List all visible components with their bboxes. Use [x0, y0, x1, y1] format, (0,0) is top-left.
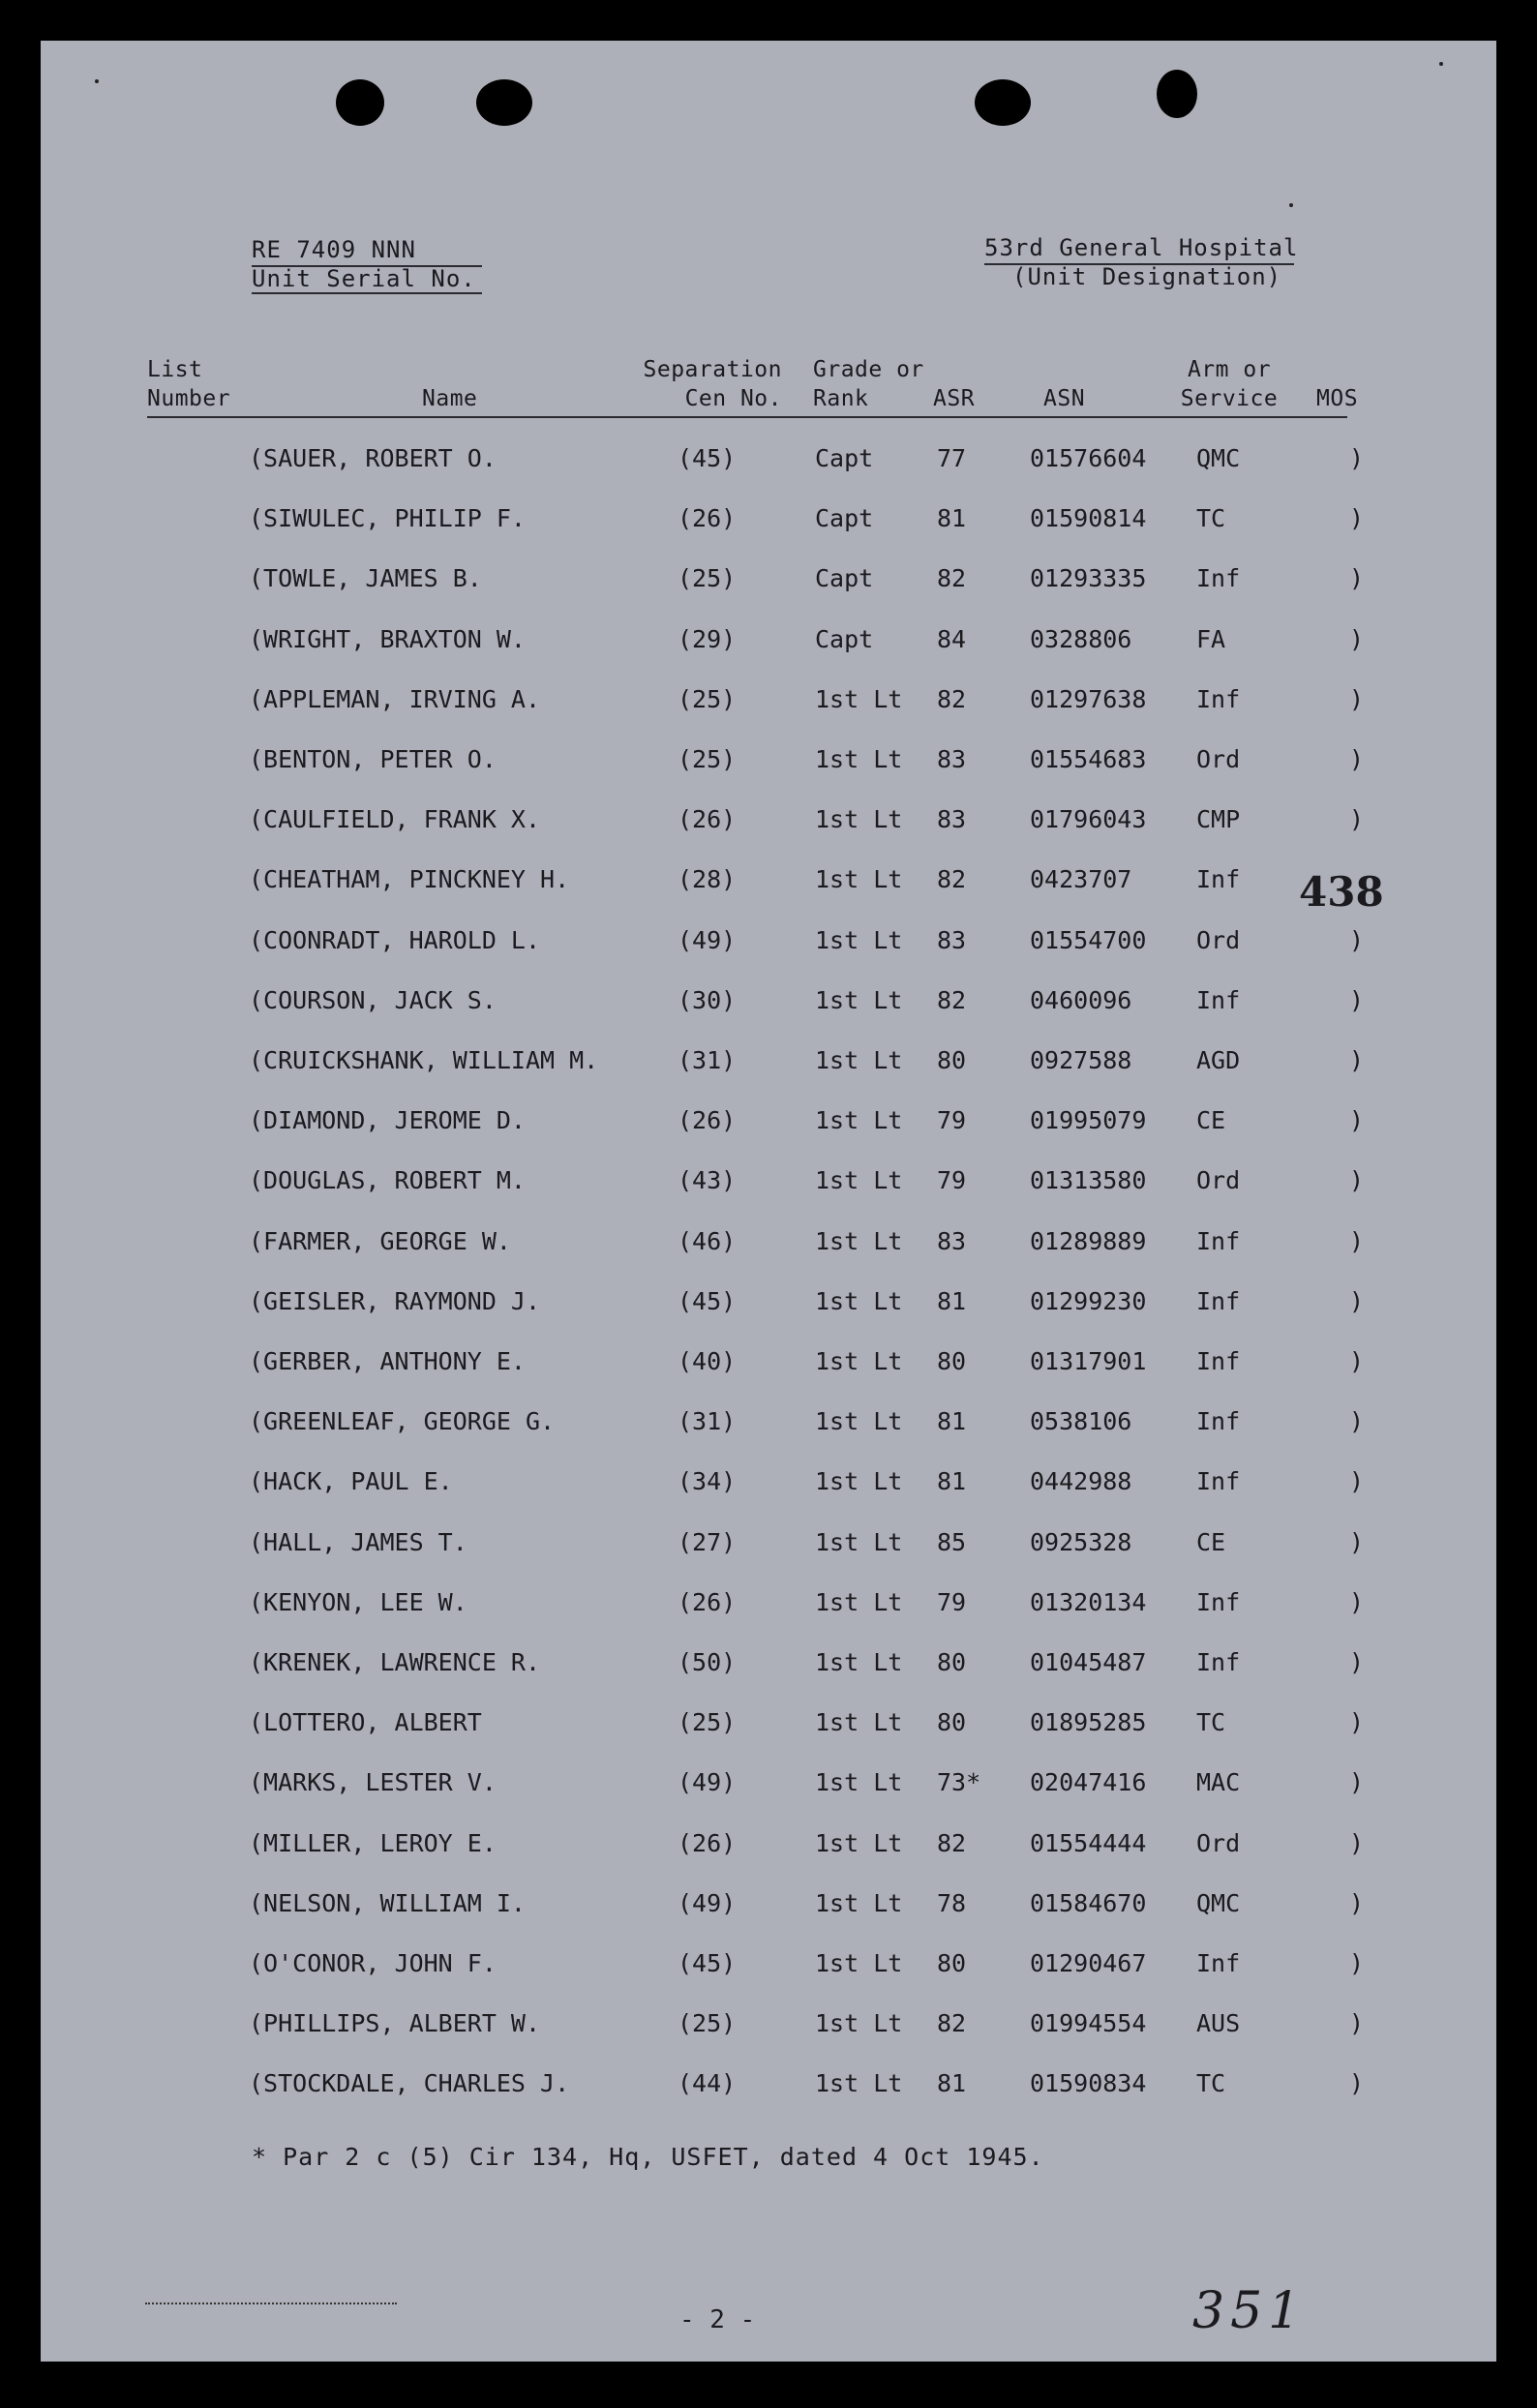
- separation-center: (26): [678, 1828, 737, 1857]
- rule: [252, 292, 482, 294]
- grade: Capt: [815, 444, 874, 472]
- asn-number: 01584670: [1030, 1888, 1147, 1917]
- mos-bracket: ): [1349, 745, 1365, 773]
- asn-number: 0927588: [1030, 1046, 1132, 1074]
- arm-service: CE: [1196, 1527, 1226, 1556]
- table-row: [41, 1824, 1496, 1863]
- grade: 1st Lt: [815, 925, 903, 954]
- asr-score: 82: [937, 985, 967, 1014]
- asn-number: 01297638: [1030, 684, 1147, 713]
- grade: 1st Lt: [815, 1587, 903, 1616]
- asr-score: 81: [937, 1407, 967, 1436]
- person-name: (GREENLEAF, GEORGE G.: [249, 1407, 556, 1436]
- grade: 1st Lt: [815, 1527, 903, 1556]
- arm-service: CE: [1196, 1106, 1226, 1135]
- arm-service: Ord: [1196, 1828, 1241, 1857]
- mos-bracket: ): [1349, 444, 1365, 472]
- person-name: (HACK, PAUL E.: [249, 1467, 453, 1496]
- mos-bracket: ): [1349, 1407, 1365, 1436]
- punch-hole: [476, 79, 532, 126]
- person-name: (CRUICKSHANK, WILLIAM M.: [249, 1046, 599, 1074]
- mos-bracket: ): [1349, 805, 1365, 834]
- asn-number: 01554444: [1030, 1828, 1147, 1857]
- mos-bracket: ): [1349, 1046, 1365, 1074]
- separation-center: (25): [678, 564, 737, 593]
- grade: 1st Lt: [815, 865, 903, 894]
- asr-score: 83: [937, 1226, 967, 1255]
- mos-bracket: ): [1349, 985, 1365, 1014]
- person-name: (CAULFIELD, FRANK X.: [249, 805, 541, 834]
- asr-score: 77: [937, 444, 967, 472]
- col-grade: Grade or Rank: [813, 357, 924, 411]
- mos-bracket: ): [1349, 2069, 1365, 2098]
- asr-score: 83: [937, 925, 967, 954]
- grade: 1st Lt: [815, 1648, 903, 1676]
- asr-score: 82: [937, 865, 967, 894]
- person-name: (FARMER, GEORGE W.: [249, 1226, 511, 1255]
- grade: 1st Lt: [815, 1708, 903, 1737]
- unit-serial-value: RE 7409 NNN: [252, 236, 416, 263]
- asn-number: 0442988: [1030, 1467, 1132, 1496]
- table-row: [41, 1342, 1496, 1381]
- arm-service: Inf: [1196, 865, 1241, 894]
- arm-service: Inf: [1196, 564, 1241, 593]
- asn-number: 01554683: [1030, 745, 1147, 773]
- person-name: (NELSON, WILLIAM I.: [249, 1888, 526, 1917]
- table-row: [41, 1763, 1496, 1802]
- table-row: [41, 1643, 1496, 1682]
- asr-score: 79: [937, 1106, 967, 1135]
- mos-bracket: ): [1349, 1648, 1365, 1676]
- asn-number: 01576604: [1030, 444, 1147, 472]
- header-rule: [147, 416, 1347, 418]
- asr-score: 80: [937, 1708, 967, 1737]
- grade: 1st Lt: [815, 1467, 903, 1496]
- arm-service: Inf: [1196, 1949, 1241, 1977]
- arm-service: Inf: [1196, 1347, 1241, 1375]
- person-name: (DIAMOND, JEROME D.: [249, 1106, 526, 1135]
- mos-bracket: ): [1349, 564, 1365, 593]
- unit-designation-value: 53rd General Hospital: [984, 234, 1299, 261]
- mos-bracket: ): [1349, 624, 1365, 653]
- separation-center: (49): [678, 925, 737, 954]
- mos-bracket: ): [1349, 1527, 1365, 1556]
- grade: 1st Lt: [815, 1888, 903, 1917]
- person-name: (PHILLIPS, ALBERT W.: [249, 2009, 541, 2038]
- arm-service: TC: [1196, 1708, 1226, 1737]
- arm-service: Inf: [1196, 1467, 1241, 1496]
- grade: 1st Lt: [815, 745, 903, 773]
- document-page: [41, 41, 1496, 2362]
- grade: 1st Lt: [815, 1286, 903, 1315]
- mos-bracket: ): [1349, 1888, 1365, 1917]
- person-name: (GEISLER, RAYMOND J.: [249, 1286, 541, 1315]
- person-name: (COONRADT, HAROLD L.: [249, 925, 541, 954]
- table-row: [41, 439, 1496, 478]
- speck: [95, 79, 99, 83]
- person-name: (KENYON, LEE W.: [249, 1587, 467, 1616]
- person-name: (DOUGLAS, ROBERT M.: [249, 1166, 526, 1195]
- separation-center: (30): [678, 985, 737, 1014]
- mos-bracket: ): [1349, 1166, 1365, 1195]
- separation-center: (50): [678, 1648, 737, 1676]
- grade: Capt: [815, 504, 874, 533]
- grade: 1st Lt: [815, 1407, 903, 1436]
- person-name: (SIWULEC, PHILIP F.: [249, 504, 526, 533]
- table-row: [41, 1944, 1496, 1983]
- separation-center: (31): [678, 1046, 737, 1074]
- asn-number: 01317901: [1030, 1347, 1147, 1375]
- asr-score: 81: [937, 1286, 967, 1315]
- grade: 1st Lt: [815, 1949, 903, 1977]
- table-row: [41, 1222, 1496, 1261]
- person-name: (MILLER, LEROY E.: [249, 1828, 497, 1857]
- person-name: (O'CONOR, JOHN F.: [249, 1949, 497, 1977]
- mos-bracket: ): [1349, 2009, 1365, 2038]
- mos-bracket: ): [1349, 1828, 1365, 1857]
- asr-score: 82: [937, 564, 967, 593]
- asr-score: 80: [937, 1949, 967, 1977]
- separation-center: (49): [678, 1888, 737, 1917]
- separation-center: (45): [678, 1949, 737, 1977]
- asn-number: 01796043: [1030, 805, 1147, 834]
- asn-number: 01320134: [1030, 1587, 1147, 1616]
- arm-service: Ord: [1196, 925, 1241, 954]
- mos-bracket: ): [1349, 1226, 1365, 1255]
- asr-score: 80: [937, 1648, 967, 1676]
- arm-service: AGD: [1196, 1046, 1241, 1074]
- arm-service: TC: [1196, 504, 1226, 533]
- arm-service: Ord: [1196, 745, 1241, 773]
- table-row: [41, 1462, 1496, 1501]
- unit-designation-label: (Unit Designation): [1012, 263, 1282, 290]
- footnote: * Par 2 c (5) Cir 134, Hq, USFET, dated 4 Oct 1945.: [252, 2143, 1044, 2171]
- asn-number: 0460096: [1030, 985, 1132, 1014]
- asn-number: 01590814: [1030, 504, 1147, 533]
- punch-hole: [1157, 70, 1197, 118]
- separation-center: (45): [678, 444, 737, 472]
- arm-service: FA: [1196, 624, 1226, 653]
- arm-service: CMP: [1196, 805, 1241, 834]
- asn-number: 01299230: [1030, 1286, 1147, 1315]
- arm-service: QMC: [1196, 1888, 1241, 1917]
- table-row: [41, 921, 1496, 960]
- asn-number: 01554700: [1030, 925, 1147, 954]
- asn-number: 0423707: [1030, 865, 1132, 894]
- arm-service: QMC: [1196, 444, 1241, 472]
- separation-center: (49): [678, 1768, 737, 1797]
- asr-score: 79: [937, 1587, 967, 1616]
- asr-score: 81: [937, 2069, 967, 2098]
- asn-number: 01313580: [1030, 1166, 1147, 1195]
- grade: Capt: [815, 564, 874, 593]
- mos-bracket: ): [1349, 1467, 1365, 1496]
- grade: 1st Lt: [815, 2069, 903, 2098]
- separation-center: (25): [678, 2009, 737, 2038]
- table-row: [41, 2064, 1496, 2103]
- separation-center: (25): [678, 745, 737, 773]
- person-name: (APPLEMAN, IRVING A.: [249, 684, 541, 713]
- separation-center: (26): [678, 805, 737, 834]
- separation-center: (40): [678, 1347, 737, 1375]
- grade: 1st Lt: [815, 1106, 903, 1135]
- speck: [1289, 203, 1293, 207]
- col-asr: ASR: [933, 386, 976, 411]
- separation-center: (26): [678, 1106, 737, 1135]
- asn-number: 02047416: [1030, 1768, 1147, 1797]
- arm-service: Inf: [1196, 1648, 1241, 1676]
- punch-hole: [975, 79, 1031, 126]
- table-row: [41, 620, 1496, 659]
- asn-number: 01590834: [1030, 2069, 1147, 2098]
- asr-score: 73*: [937, 1768, 981, 1797]
- asr-score: 84: [937, 624, 967, 653]
- mos-bracket: ): [1349, 1347, 1365, 1375]
- mos-bracket: ): [1349, 925, 1365, 954]
- col-separation: Separation Cen No.: [643, 357, 782, 411]
- arm-service: TC: [1196, 2069, 1226, 2098]
- mos-bracket: ): [1349, 684, 1365, 713]
- mos-bracket: ): [1349, 1768, 1365, 1797]
- table-row: [41, 740, 1496, 779]
- person-name: (MARKS, LESTER V.: [249, 1768, 497, 1797]
- asn-number: 01045487: [1030, 1648, 1147, 1676]
- asn-number: 0925328: [1030, 1527, 1132, 1556]
- separation-center: (46): [678, 1226, 737, 1255]
- asn-number: 01994554: [1030, 2009, 1147, 2038]
- col-asn: ASN: [1043, 386, 1086, 411]
- scribble-line: [145, 2303, 397, 2307]
- asr-score: 81: [937, 1467, 967, 1496]
- asr-score: 83: [937, 745, 967, 773]
- asn-number: 01293335: [1030, 564, 1147, 593]
- table-row: [41, 2004, 1496, 2043]
- col-name: Name: [422, 386, 478, 411]
- grade: 1st Lt: [815, 2009, 903, 2038]
- arm-service: Inf: [1196, 1587, 1241, 1616]
- asr-score: 80: [937, 1347, 967, 1375]
- mos-bracket: ): [1349, 504, 1365, 533]
- asn-number: 0538106: [1030, 1407, 1132, 1436]
- person-name: (KRENEK, LAWRENCE R.: [249, 1648, 541, 1676]
- asn-number: 01289889: [1030, 1226, 1147, 1255]
- person-name: (HALL, JAMES T.: [249, 1527, 467, 1556]
- grade: 1st Lt: [815, 985, 903, 1014]
- grade: 1st Lt: [815, 684, 903, 713]
- asr-score: 82: [937, 2009, 967, 2038]
- person-name: (COURSON, JACK S.: [249, 985, 497, 1014]
- asn-number: 01290467: [1030, 1949, 1147, 1977]
- asr-score: 81: [937, 504, 967, 533]
- separation-center: (34): [678, 1467, 737, 1496]
- separation-center: (28): [678, 865, 737, 894]
- person-name: (BENTON, PETER O.: [249, 745, 497, 773]
- person-name: (TOWLE, JAMES B.: [249, 564, 482, 593]
- unit-serial-label: Unit Serial No.: [252, 265, 476, 292]
- arm-service: Inf: [1196, 1226, 1241, 1255]
- handwritten-number: 351: [1192, 2282, 1307, 2340]
- table-row: [41, 680, 1496, 719]
- asr-score: 82: [937, 1828, 967, 1857]
- asn-number: 01895285: [1030, 1708, 1147, 1737]
- arm-service: Inf: [1196, 684, 1241, 713]
- grade: 1st Lt: [815, 1166, 903, 1195]
- arm-service: Ord: [1196, 1166, 1241, 1195]
- person-name: (SAUER, ROBERT O.: [249, 444, 497, 472]
- table-row: [41, 1101, 1496, 1140]
- grade: 1st Lt: [815, 1226, 903, 1255]
- asr-score: 83: [937, 805, 967, 834]
- asr-score: 78: [937, 1888, 967, 1917]
- asr-score: 79: [937, 1166, 967, 1195]
- table-row: [41, 800, 1496, 839]
- asr-score: 80: [937, 1046, 967, 1074]
- punch-hole: [336, 79, 384, 126]
- table-row: [41, 1703, 1496, 1742]
- separation-center: (29): [678, 624, 737, 653]
- mos-bracket: ): [1349, 1587, 1365, 1616]
- page-stamp: 438: [1299, 868, 1384, 916]
- person-name: (GERBER, ANTHONY E.: [249, 1347, 526, 1375]
- separation-center: (26): [678, 1587, 737, 1616]
- table-row: [41, 1282, 1496, 1321]
- col-mos: MOS: [1316, 386, 1359, 411]
- arm-service: Inf: [1196, 1407, 1241, 1436]
- separation-center: (25): [678, 684, 737, 713]
- grade: 1st Lt: [815, 1768, 903, 1797]
- asr-score: 85: [937, 1527, 967, 1556]
- table-row: [41, 1402, 1496, 1441]
- grade: 1st Lt: [815, 805, 903, 834]
- col-list-number: List Number: [147, 357, 231, 411]
- mos-bracket: ): [1349, 1949, 1365, 1977]
- table-row: [41, 1161, 1496, 1200]
- separation-center: (31): [678, 1407, 737, 1436]
- separation-center: (26): [678, 504, 737, 533]
- table-row: [41, 860, 1496, 899]
- separation-center: (44): [678, 2069, 737, 2098]
- grade: Capt: [815, 624, 874, 653]
- person-name: (LOTTERO, ALBERT: [249, 1708, 482, 1737]
- table-row: [41, 1884, 1496, 1923]
- asn-number: 01995079: [1030, 1106, 1147, 1135]
- table-row: [41, 981, 1496, 1020]
- person-name: (STOCKDALE, CHARLES J.: [249, 2069, 570, 2098]
- speck: [1439, 62, 1443, 66]
- table-row: [41, 499, 1496, 538]
- separation-center: (45): [678, 1286, 737, 1315]
- person-name: (CHEATHAM, PINCKNEY H.: [249, 865, 570, 894]
- mos-bracket: ): [1349, 1106, 1365, 1135]
- person-name: (WRIGHT, BRAXTON W.: [249, 624, 526, 653]
- separation-center: (25): [678, 1708, 737, 1737]
- grade: 1st Lt: [815, 1828, 903, 1857]
- grade: 1st Lt: [815, 1347, 903, 1375]
- separation-center: (27): [678, 1527, 737, 1556]
- table-row: [41, 1583, 1496, 1622]
- arm-service: AUS: [1196, 2009, 1241, 2038]
- table-row: [41, 559, 1496, 598]
- asr-score: 82: [937, 684, 967, 713]
- table-row: [41, 1041, 1496, 1080]
- separation-center: (43): [678, 1166, 737, 1195]
- mos-bracket: ): [1349, 1708, 1365, 1737]
- arm-service: Inf: [1196, 1286, 1241, 1315]
- arm-service: MAC: [1196, 1768, 1241, 1797]
- arm-service: Inf: [1196, 985, 1241, 1014]
- table-row: [41, 1523, 1496, 1562]
- grade: 1st Lt: [815, 1046, 903, 1074]
- page-number: - 2 -: [679, 2305, 756, 2334]
- col-arm-service: Arm or Service: [1180, 357, 1279, 411]
- mos-bracket: ): [1349, 1286, 1365, 1315]
- asn-number: 0328806: [1030, 624, 1132, 653]
